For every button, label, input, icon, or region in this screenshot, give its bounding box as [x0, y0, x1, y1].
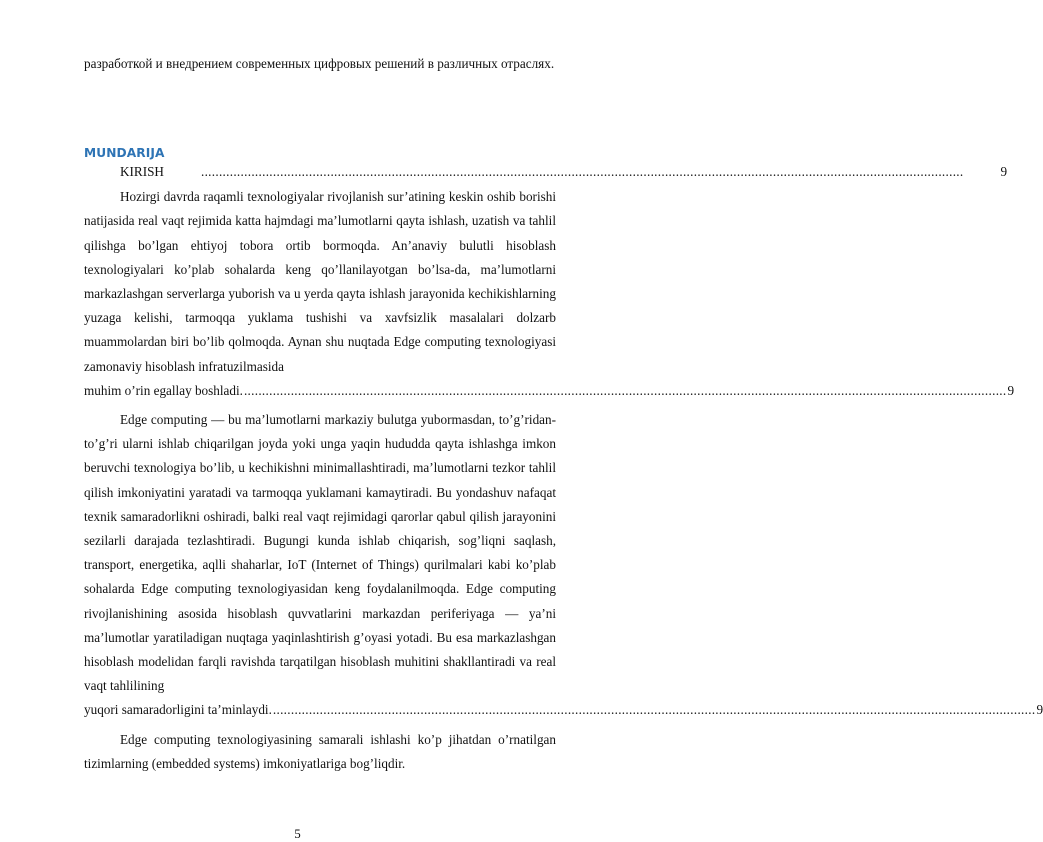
page-number: 5 [294, 826, 301, 841]
toc-entry-kirish[interactable] [84, 160, 1008, 184]
toc-heading: MUNDARIJA [84, 146, 165, 160]
toc-entry-page: 9 [1000, 164, 1008, 179]
paragraph-2-text: Edge computing — bu ma’lumotlarni markaziy bulutga yubormasdan, to’g’ridan-to’g’ri ularni ishlab chiqarilgan joyda yoki unga yaqin hududda qayta ishlashga imkon beruvchi texnologiya bo’lib, u kechikishni minimallashtiradi, ma’lumotlarni tezkor tahlil qilish imkoniyatini yaratadi va tarmoqqa yuklamani kamaytiradi. Bu yondashuv nafaqat texnik samaradorlikni oshiradi, balki real vaqt rejimidagi qarorlar qabul qilish jarayonini sezilarli darajada tezlashtiradi. Bugungi kunda ishlab chiqarish, sog’liqni saqlash, transport, energetika, aqlli shaharlar, IoT (Internet of Things) qurilmalari kabi ko’plab sohalarda Edge computing texnologiyasidan keng foydalanilmoqda. Edge computing rivojlanishining asosida hisoblash quvvatlarini markazdan periferiyaga — ya’ni ma’lumotlar yaratiladigan nuqtaga yaqinlashtirish g’oyasi yotadi. Bu esa markazlashgan hisoblash modelidan farqli ravishda tarqatilgan hisoblash muhitini shakllantiradi va real vaqt tahlilining [84, 412, 556, 694]
paragraph-1-text: Hozirgi davrda raqamli texnologiyalar rivojlanish sur’atining keskin oshib borishi natijasida real vaqt rejimida katta hajmdagi ma’lumotlarni qayta ishlash, uzatish va tahlil qilishga bo’lgan ehtiyoj tobora ortib bormoqda. An’anaviy bulutli hisoblash texnologiyalari ko’plab sohalarda keng qo’llanilayotgan bo’lsa-da, ma’lumotlarni markazlashgan serverlarga yuborish va u yerda qayta ishlash jarayonida kechikishlarning yuzaga kelishi, tarmoqqa yuklama tushishi va xavfsizlik masalalari dolzarb muammolardan biri bo’lib qolmoqda. Aynan shu nuqtada Edge computing texnologiyasi zamonaviy hisoblash infratuzilmasida [84, 189, 556, 374]
toc-entry-paragraph-1[interactable] [84, 185, 1015, 403]
intro-paragraph [84, 52, 556, 76]
toc-entry-paragraph-2[interactable] [84, 408, 1043, 723]
paragraph-2-last-line: yuqori samaradorligini ta’minlaydi. [84, 702, 272, 718]
paragraph-1-page: 9 [1007, 382, 1015, 398]
paragraph-3-text: Edge computing texnologiyasining samarali ishlashi ko’p jihatdan o’rnatilgan tizimlarning (embedded systems) imkoniyatlariga bog’liqdir. [84, 731, 556, 771]
toc-entry-paragraph-3[interactable] [84, 728, 556, 776]
toc-leader-dots [273, 698, 1036, 722]
toc-leader-dots [244, 379, 1007, 403]
intro-text: разработкой и внедрением современных цифровых решений в различных отраслях. [84, 56, 555, 71]
toc-leader-dots [165, 160, 964, 184]
paragraph-1-last-line: muhim o’rin egallay boshladi. [84, 382, 243, 398]
toc-entry-label: KIRISH [120, 164, 164, 179]
paragraph-2-page: 9 [1036, 702, 1043, 718]
table-of-contents [84, 160, 1043, 781]
